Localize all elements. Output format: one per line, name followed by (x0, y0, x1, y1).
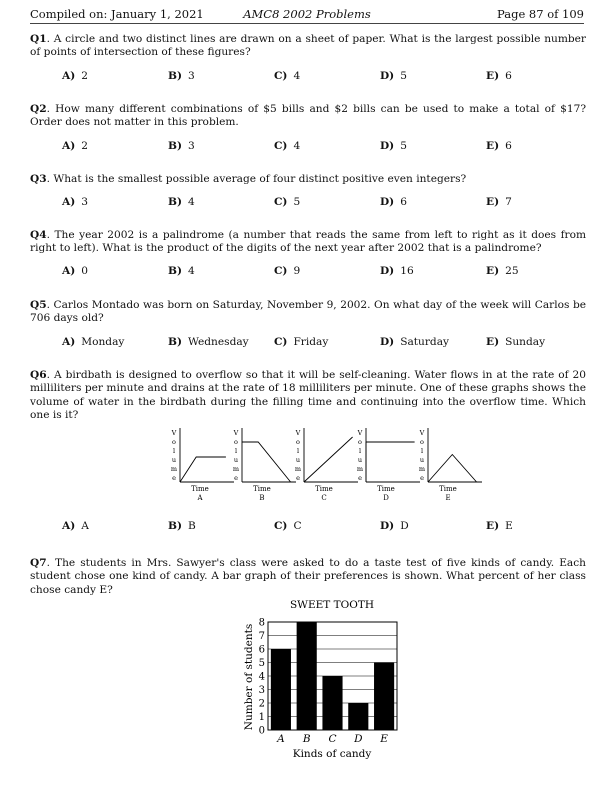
ylabel-letter: o (172, 438, 176, 446)
bar-d (348, 703, 368, 730)
choice-c[interactable]: C) 5 (274, 196, 301, 208)
ylabel-letter: l (234, 447, 238, 455)
graph-letter: A (197, 494, 203, 502)
bar-e (374, 663, 394, 731)
ylabel-letter: l (296, 447, 300, 455)
choice-c[interactable]: C) Friday (274, 336, 329, 348)
ylabel-letter: V (295, 429, 301, 437)
bar-a (271, 649, 291, 730)
choice-a[interactable]: A) 3 (62, 196, 88, 208)
choice-d[interactable]: D) Saturday (380, 336, 450, 348)
choice-a[interactable]: A) 2 (62, 70, 88, 82)
x-tick-label: C (328, 733, 337, 745)
ylabel-letter: o (296, 438, 300, 446)
y-tick-label: 0 (258, 725, 265, 737)
choice-d[interactable]: D) 16 (380, 265, 414, 277)
question-1: Q1. A circle and two distinct lines are drawn on a sheet of paper. What is the largest possible number of points of intersection of these figures? (30, 33, 586, 59)
choice-e[interactable]: E) Sunday (486, 336, 546, 348)
choice-a[interactable]: A) 2 (62, 140, 88, 152)
ylabel-letter: V (171, 429, 177, 437)
y-tick-label: 7 (258, 631, 265, 642)
graph-letter: E (445, 494, 451, 502)
y-axis-label: Number of students (243, 623, 255, 731)
choice-d[interactable]: D) 5 (380, 140, 407, 152)
choice-d[interactable]: D) 6 (380, 196, 407, 208)
y-tick-label: 4 (258, 671, 265, 683)
choice-d[interactable]: D) 5 (380, 70, 407, 82)
y-tick-label: 8 (258, 617, 265, 629)
choice-a[interactable]: A) 0 (62, 265, 88, 277)
ylabel-letter: e (296, 474, 300, 482)
page-number: Page 87 of 109 (497, 7, 584, 21)
question-5: Q5. Carlos Montado was born on Saturday, November 9, 2002. On what day of the week will Carlos be 706 days old? (30, 299, 586, 325)
choice-c[interactable]: C) C (274, 520, 302, 532)
y-tick-label: 2 (258, 698, 265, 710)
bar-b (297, 622, 317, 730)
compiled-date: Compiled on: January 1, 2021 (30, 7, 204, 21)
graph-letter: C (321, 494, 327, 502)
ylabel-letter: l (420, 447, 424, 455)
ylabel-letter: m (170, 465, 178, 473)
ylabel-letter: V (419, 429, 425, 437)
ylabel-letter: V (233, 429, 239, 437)
ylabel-letter: m (232, 465, 240, 473)
ylabel-letter: V (357, 429, 363, 437)
y-tick-label: 1 (258, 712, 265, 723)
time-label: Time (377, 485, 395, 493)
ylabel-letter: e (420, 474, 424, 482)
question-7: Q7. The students in Mrs. Sawyer's class were asked to do a taste test of five kinds of candy. Each student chose one kind of candy. A bar graph of their preferences is shown. What percent of her class chose candy E? (30, 557, 586, 596)
choice-a[interactable]: A) A (62, 520, 89, 532)
graph-letter: D (383, 494, 389, 502)
time-label: Time (439, 485, 457, 493)
ylabel-letter: u (171, 456, 177, 464)
x-tick-label: E (380, 733, 388, 745)
graph-letter: B (259, 494, 265, 502)
ylabel-letter: l (358, 447, 362, 455)
ylabel-letter: e (358, 474, 362, 482)
ylabel-letter: e (172, 474, 176, 482)
choice-e[interactable]: E) 6 (486, 70, 512, 82)
x-axis-label: Kinds of candy (292, 748, 372, 760)
ylabel-letter: o (420, 438, 424, 446)
y-tick-label: 5 (258, 658, 265, 669)
ylabel-letter: m (294, 465, 302, 473)
choice-b[interactable]: B) B (168, 520, 196, 532)
ylabel-letter: o (234, 438, 238, 446)
x-tick-label: B (302, 733, 311, 745)
x-tick-label: A (277, 733, 285, 745)
time-label: Time (315, 485, 333, 493)
ylabel-letter: u (233, 456, 239, 464)
choice-e[interactable]: E) 25 (486, 265, 519, 277)
ylabel-letter: e (234, 474, 238, 482)
choice-d[interactable]: D) D (380, 520, 409, 532)
y-tick-label: 3 (258, 685, 265, 696)
choice-b[interactable]: B) Wednesday (168, 336, 249, 348)
document-title: AMC8 2002 Problems (243, 7, 371, 21)
choice-c[interactable]: C) 4 (274, 70, 301, 82)
time-label: Time (191, 485, 209, 493)
question-2: Q2. How many different combinations of $5 bills and $2 bills can be used to make a total of $17? Order does not matter in this problem. (30, 103, 586, 129)
question-3: Q3. What is the smallest possible average of four distinct positive even integers? (30, 173, 467, 185)
choice-b[interactable]: B) 4 (168, 196, 195, 208)
choice-e[interactable]: E) 6 (486, 140, 512, 152)
time-label: Time (253, 485, 271, 493)
ylabel-letter: m (356, 465, 364, 473)
ylabel-letter: u (295, 456, 301, 464)
choice-a[interactable]: A) Monday (62, 336, 125, 348)
y-tick-label: 6 (258, 644, 265, 656)
ylabel-letter: m (418, 465, 426, 473)
chart-title: SWEET TOOTH (289, 599, 375, 611)
choice-b[interactable]: B) 4 (168, 265, 195, 277)
choice-b[interactable]: B) 3 (168, 70, 195, 82)
choice-c[interactable]: C) 9 (274, 265, 301, 277)
question-6: Q6. A birdbath is designed to overflow so that it will be self-cleaning. Water flows in at the rate of 20 milliliters per minute and drains at the rate of 18 milliliters per minute. One of these graphs shows the volume of water in the birdbath during the filling time and continuing into the overflow time. Which one is it? (30, 369, 586, 421)
bar-c (322, 676, 342, 730)
x-tick-label: D (354, 733, 363, 745)
ylabel-letter: u (357, 456, 363, 464)
choice-e[interactable]: E) E (486, 520, 513, 532)
question-4: Q4. The year 2002 is a palindrome (a number that reads the same from left to right as it does from right to left). What is the product of the digits of the next year after 2002 that is a palindrome? (30, 229, 586, 255)
ylabel-letter: u (419, 456, 425, 464)
choice-c[interactable]: C) 4 (274, 140, 301, 152)
choice-b[interactable]: B) 3 (168, 140, 195, 152)
ylabel-letter: o (358, 438, 362, 446)
choice-e[interactable]: E) 7 (486, 196, 512, 208)
ylabel-letter: l (172, 447, 176, 455)
